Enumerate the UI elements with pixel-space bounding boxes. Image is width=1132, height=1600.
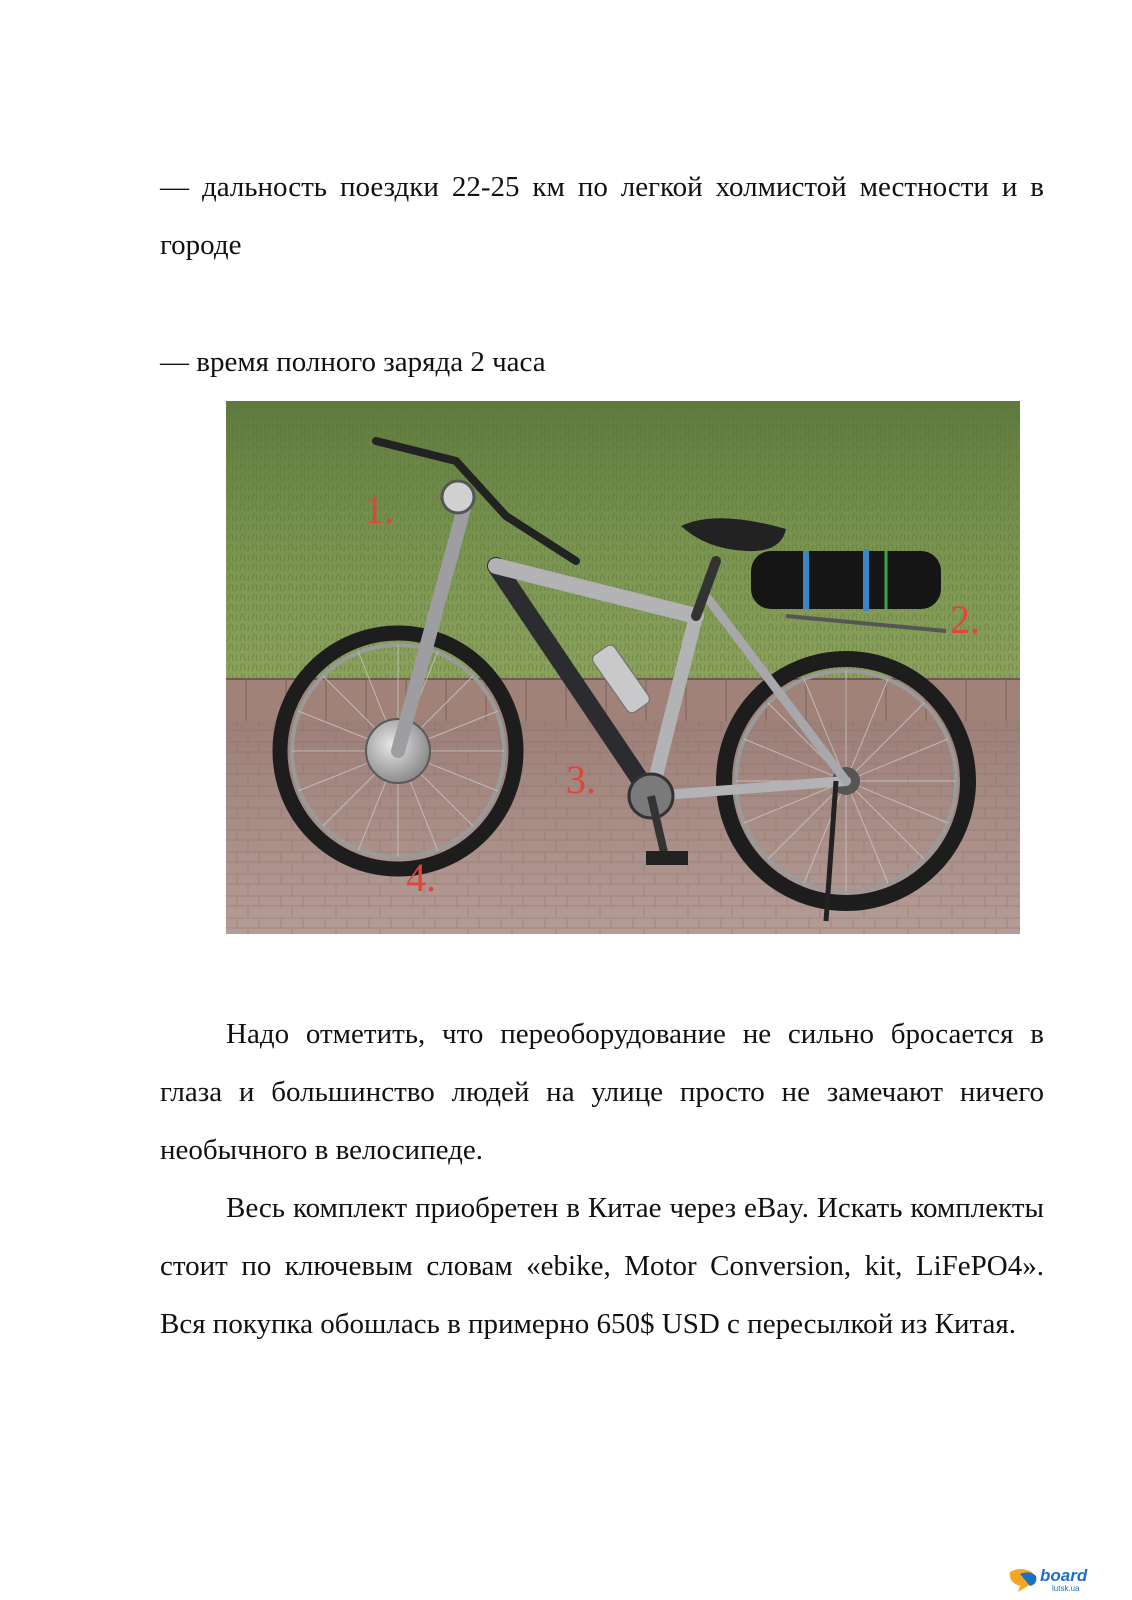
marker-1: 1.	[364, 487, 394, 532]
body-paragraph-2: Весь комплект приобретен в Китае через eBay. Искать комплекты стоит по ключевым словам «ebike, Motor Conversion, kit, LiFePO4». Вся покупка обошлась в примерно 650$ USD с пересылкой из Китая.	[160, 1192, 1044, 1340]
watermark-sub: lutsk.ua	[1052, 1584, 1080, 1593]
watermark-logo	[1006, 1566, 1124, 1596]
marker-4: 4.	[406, 855, 436, 900]
marker-3: 3.	[566, 757, 596, 802]
bicycle-photo	[226, 401, 1020, 934]
speech-bubble-icon	[1006, 1568, 1040, 1594]
body-paragraph-1: Надо отметить, что переоборудование не сильно бросается в глаза и большинство людей на улице просто не замечают ничего необычного в велосипеде.	[160, 1018, 1044, 1166]
range-paragraph: — дальность поездки 22-25 км по легкой холмистой местности и в городе	[160, 171, 1044, 261]
marker-2: 2.	[950, 597, 980, 642]
watermark-brand: board	[1040, 1566, 1088, 1585]
headlight	[442, 481, 474, 513]
rear-bag	[751, 551, 941, 609]
charge-time-paragraph: — время полного заряда 2 часа	[160, 346, 546, 378]
